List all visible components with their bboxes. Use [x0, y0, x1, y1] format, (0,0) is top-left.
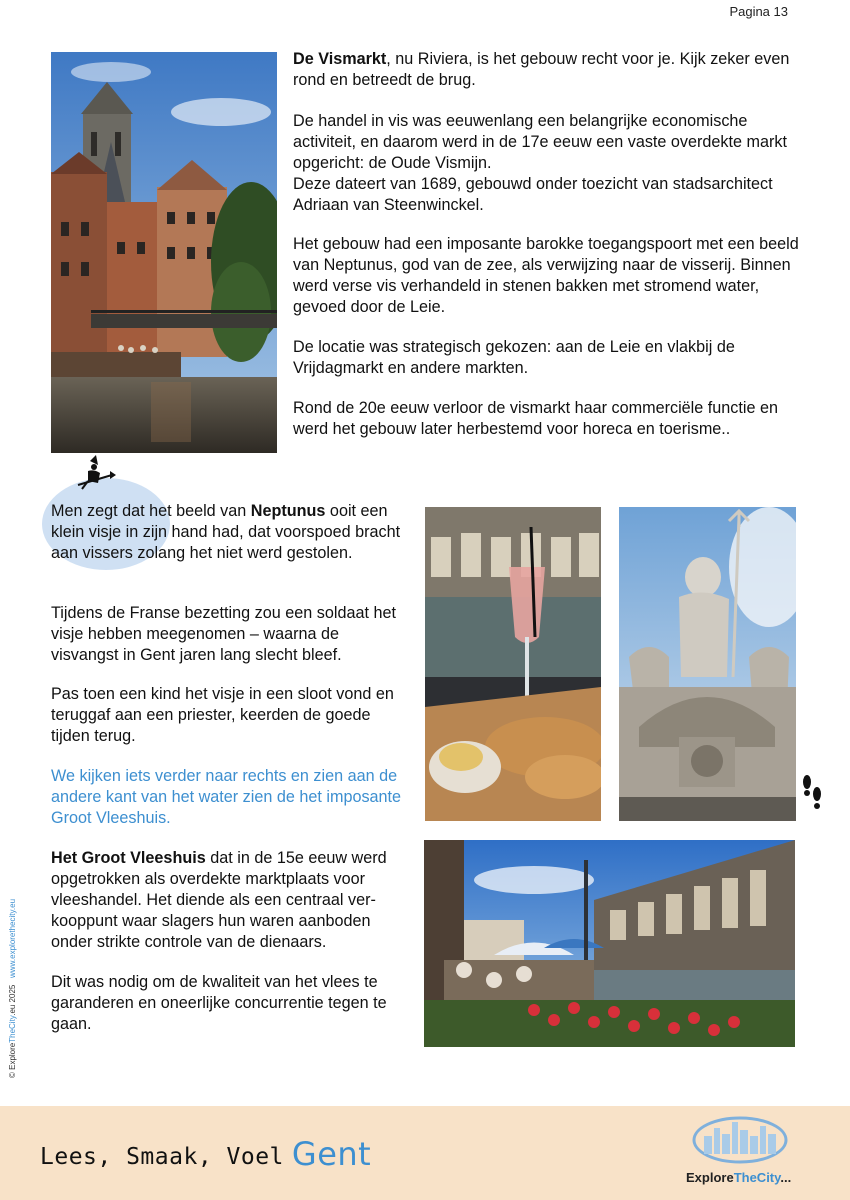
- photo-drink-bread: [425, 507, 601, 821]
- witch-on-broom-icon: [76, 455, 116, 495]
- logo-wordmark: ExploreTheCity...: [686, 1170, 792, 1185]
- paragraph-kind: Pas toen een kind het visje in een sloot vond en teruggaf aan een priester, keerden de goede tijden terug.: [51, 685, 394, 745]
- paragraph-locatie: De locatie was strategisch gekozen: aan de Leie en vlakbij de Vrijdagmarkt en andere markten.: [293, 338, 735, 377]
- paragraph-handel: De handel in vis was eeuwenlang een belangrijke economische activiteit, en daarom werd in de 17e eeuw een vaste overdekte markt opgericht: de Oude Vismijn.: [293, 112, 787, 172]
- paragraph-gebouw: Het gebouw had een imposante barokke toegangspoort met een beeld van Neptunus, god van de zee, als verwijzing naar de visserij. Binnen werd verse vis verhandeld in stenen bakken met stromend water, gevoed door de Leie.: [293, 235, 799, 316]
- vleeshuis-title: Het Groot Vleeshuis: [51, 849, 206, 867]
- legend-neptunus: Neptunus: [250, 502, 326, 520]
- paragraph-franse: Tijdens de Franse bezetting zou een soldaat het visje hebben meegenomen – waarna de visvangst in Gent jaren lang slecht bleef.: [51, 604, 396, 664]
- paragraph-dateert: Deze dateert van 1689, gebouwd onder toezicht van stadsarchitect Adriaan van Steenwinckel.: [293, 175, 773, 214]
- paragraph-nodig: Dit was nodig om de kwaliteit van het vlees te garanderen en oneerlijke concurrentie tegen te gaan.: [51, 973, 387, 1033]
- page-number: Pagina 13: [729, 4, 788, 19]
- side-credit-url[interactable]: www.explorethecity.eu: [8, 898, 17, 978]
- footsteps-icon: [800, 772, 824, 812]
- paragraph-legend: Men zegt dat het beeld van Neptunus ooit een klein visje in zijn hand had, dat voorspoed bracht aan vissers zolang het niet werd gestolen.: [51, 502, 401, 562]
- paragraph-vleeshuis: Het Groot Vleeshuis dat in de 15e eeuw werd opgetrokken als overdekte marktplaats voor vleeshandel. Het diende als een centraal verkooppunt waar slagers hun waren aanboden onder strikte controle van de dienaars.: [51, 849, 387, 951]
- vismarkt-title: De Vismarkt: [293, 50, 387, 68]
- side-credit: © ExploreTheCity.eu 2025 www.explorethecity.eu: [8, 898, 17, 1078]
- footer-tagline: Lees, Smaak, Voel Gent: [40, 1135, 372, 1173]
- paragraph-direction: We kijken iets verder naar rechts en zien aan de andere kant van het water zien de het imposante Groot Vleeshuis.: [51, 767, 402, 827]
- photo-canal-tower: [51, 52, 277, 453]
- vismarkt-intro-text: , nu Riviera, is het gebouw recht voor je. Kijk zeker even rond en betreedt de brug.: [293, 50, 790, 89]
- photo-neptunus-statue: [619, 507, 796, 821]
- vismarkt-intro: [293, 49, 793, 91]
- paragraph-rond: Rond de 20e eeuw verloor de vismarkt haar commerciële functie en werd het gebouw later herbestemd voor horeca en toerisme..: [293, 399, 778, 438]
- footer-city: Gent: [291, 1135, 372, 1173]
- photo-groot-vleeshuis: [424, 840, 795, 1047]
